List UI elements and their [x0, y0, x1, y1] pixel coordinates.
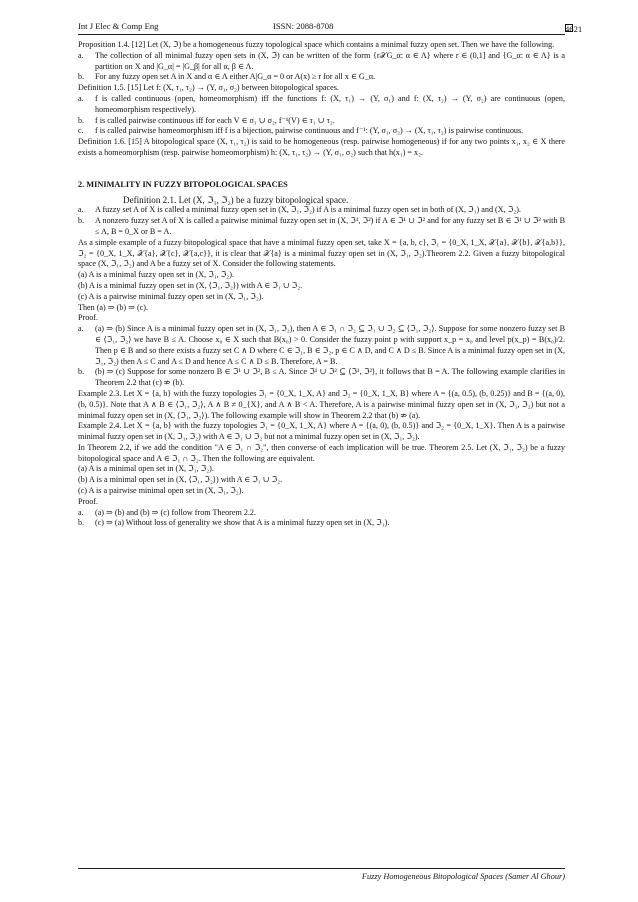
- list-item-text: A nonzero fuzzy set A of X is called a pairwise minimal fuzzy open set in (X, ℑ¹, ℑ²) if A ∈ ℑ¹ ∪ ℑ² and for any fuzzy set B ∈ ℑ¹ ∪ ℑ² with B ≤ A, B = 0_X or B = A.: [95, 216, 565, 236]
- paragraph: (b) A is a minimal fuzzy open set in (X, ⟨ℑ₁, ℑ₂⟩) with A ∈ ℑ₁ ∪ ℑ₂.: [78, 280, 303, 290]
- definition-heading: Definition 2.1. Let (X, ℑ₁, ℑ₂) be a fuzzy bitopological space.: [123, 194, 349, 205]
- list-item-label: c.: [78, 126, 84, 136]
- paragraph: (a) A is a minimal open set in (X, ℑ₁, ℑ₂).: [78, 464, 214, 474]
- list-item-label: a.: [78, 507, 84, 517]
- paragraph: In Theorem 2.2, if we add the condition "A ∈ ℑ₁ ∩ ℑ₂", then converse of each implication will be true. Theorem 2.5. Let (X, ℑ₁, ℑ₂) be a fuzzy bitopological space and A ∈ ℑ₁ ∩ ℑ₂. Then the following are equivalent.: [78, 442, 565, 463]
- list-item-label: b.: [78, 72, 85, 82]
- paragraph: Example 2.3. Let X = {a, b} with the fuzzy topologies ℑ₁ = {0_X, 1_X, A} and ℑ₂ = {0_X, 1_X, B} where A = {(a, 0.5), (b, 0.25)} and B = {(a, 0), (b, 0.5)}. Note that A ∧ B ∈ ⟨ℑ₁, ℑ₂⟩, A ∧ B ≠ 0_{X}, and A ∧ B < A. Therefore, A is a pairwise minimal fuzzy open set in (X, ℑ₁, ℑ₂) but not a minimal fuzzy open set in (X, ⟨ℑ₁, ℑ₂⟩). The following example will show in Theorem 2.2 that (b) ⇏ (a).: [78, 388, 565, 420]
- footer-citation: Fuzzy Homogeneous Bitopological Spaces (Samer Al Ghour): [361, 872, 565, 881]
- list-item-text: (b) ⇒ (c) Suppose for some nonzero B ∈ ℑ¹ ∪ ℑ², B ≤ A. Since ℑ¹ ∪ ℑ² ⊆ ⟨ℑ¹, ℑ²⟩, it follows that B = A. The following example clarifies in Theorem 2.2 that (c) ⇏ (b).: [95, 367, 565, 388]
- paragraph: Example 2.4. Let X = {a, b} with the fuzzy topologies ℑ₁ = {0_X, 1_X, A} where A = {(a, 0), (b, 0.5)} and ℑ₂ = {0_X, 1_X}. Then A is a pairwise minimal fuzzy open set in (X, ℑ₁, ℑ₂) with A ∈ ℑ₁ ∪ ℑ₂ but not a minimal fuzzy open set in (X, ℑ₁, ℑ₂).: [78, 421, 565, 442]
- list-item-text: A fuzzy set A of X is called a minimal fuzzy open set in (X, ℑ₁, ℑ₂) if A is a minimal fuzzy open set in both of (X, ℑ₁) and (X, ℑ₂).: [95, 205, 521, 215]
- list-item: [78, 518, 565, 529]
- paragraph: Definition 1.5. [15] Let f: (X, τ₁, τ₂) → (Y, σ₁, σ₂) between bitopological spaces.: [78, 83, 339, 93]
- list-item: [78, 216, 565, 238]
- paragraph: Proposition 1.4. [12] Let (X, ℑ) be a homogeneous fuzzy topological space which contains a minimal fuzzy open set. Then we have the following.: [78, 40, 555, 49]
- paragraph: Proof.: [78, 313, 99, 323]
- list-item-label: b.: [78, 367, 85, 377]
- list-item-text: f is called continuous (open, homeomorphism) iff the functions f: (X, τ₁) → (Y, σ₁) and f: (X, τ₂) → (Y, σ₂) are continuous (open, homeomorphism respectively).: [95, 93, 565, 114]
- list-item: [78, 324, 565, 367]
- list-item: [78, 126, 565, 137]
- running-footer: [78, 868, 565, 886]
- list-item-text: f is called pairwise homeomorphism iff f is a bijection, pairwise continuous and f⁻¹: (Y, σ₁, σ₂) → (X, τ₁, τ₂) is pairwise continuous.: [95, 126, 524, 136]
- list-item-text: For any fuzzy open set A in X and α ∈ Λ either A|G_α = 0 or A(x) ≥ r for all x ∈ G_α.: [95, 72, 376, 82]
- list-item: [78, 51, 565, 73]
- list-item-label: a.: [78, 50, 84, 60]
- paragraph: (c) A is a pairwise minimal fuzzy open set in (X, ℑ₁, ℑ₂).: [78, 291, 264, 301]
- list-item-text: (a) ⇒ (b) Since A is a minimal fuzzy open set in (X, ℑ₁, ℑ₂), then A ∈ ℑ₁ ∩ ℑ₂ ⊆ ℑ₁ ∪ ℑ₂ ⊆ ⟨ℑ₁, ℑ₂⟩. Suppose for some nonzero fuzzy set B ∈ ⟨ℑ₁, ℑ₂⟩ we have B ≤ A. Choose x₀ ∈ X such that B(x₀) > 0. Consider the fuzzy point p with support x_p = x₀ and level p(x_p) = B(x₀)/2. Then p ∈ B and so there exists a fuzzy set C ∧ D where C ∈ ℑ₁, B ∈ ℑ₂, p ∈ C ∧ D, and C ∧ D ≤ B. Since A is a minimal fuzzy open set in (X, ℑ₁, ℑ₂) then A ≤ C and A ≤ D and hence A ≤ C ∧ D ≤ B. Therefore, A = B.: [95, 324, 565, 366]
- list-item-label: a.: [78, 324, 84, 334]
- list-item-label: a.: [78, 93, 84, 103]
- list-item-text: The collection of all minimal fuzzy open sets in (X, ℑ) can be written of the form {r𝒳G_α: α ∈ Λ} where r ∈ (0,1] and {G_α: α ∈ Λ} is a partition on X and |G_α| = |G_β| for all α, β ∈ Λ.: [95, 50, 565, 71]
- paragraph: Then (a) ⇒ (b) ⇒ (c).: [78, 302, 149, 312]
- list-item-text: (c) ⇒ (a) Without loss of generality we show that A is a minimal fuzzy open set in (X, ℑ₁).: [95, 518, 390, 528]
- list-item: [78, 508, 565, 519]
- page-number: 4621: [565, 24, 583, 34]
- list-item: [78, 367, 565, 389]
- paper-body: [78, 40, 565, 529]
- list-item-label: b.: [78, 115, 85, 125]
- list-item-label: a.: [78, 205, 84, 215]
- list-item-text: f is called pairwise continuous iff for each V ∈ σ₁ ∪ σ₂, f⁻¹(V) ∈ τ₁ ∪ τ₂.: [95, 115, 335, 125]
- paragraph: Definition 1.6. [15] A bitopological space (X, τ₁, τ₂) is said to be homogeneous (resp. pairwise homogeneous) if for any two points x₁, x₂ ∈ X there exists a homeomorphism (resp. pairwise homeomorphism) h: (X, τ₁, τ₂) → (Y, σ₁, σ₂) such that h(x₁) = x₂.: [78, 137, 565, 157]
- section-heading: 2. MINIMALITY IN FUZZY BITOPOLOGICAL SPACES: [78, 179, 288, 189]
- paragraph: (b) A is a minimal open set in (X, ⟨ℑ₁, ℑ₂⟩) with A ∈ ℑ₁ ∪ ℑ₂.: [78, 475, 283, 485]
- paragraph: As a simple example of a fuzzy bitopological space that have a minimal fuzzy open set, take X = {a, b, c}, ℑ₁ = {0_X, 1_X, 𝒳{a}, 𝒳{b}, 𝒳{a,b}}, ℑ₂ = {0_X, 1_X, 𝒳{a}, 𝒳{c}, 𝒳{a,c}}, it is clear that 𝒳{a} is a minimal fuzzy open set in (X, ℑ₁, ℑ₂).Theorem 2.2. Given a fuzzy bitopological space (X, ℑ₁, ℑ₂) and A be a fuzzy set of X. Consider the following statements.: [78, 237, 565, 269]
- issn: ISSN: 2088-8708: [273, 21, 334, 31]
- paragraph: Proof.: [78, 496, 99, 506]
- list-item: [78, 72, 565, 83]
- list-item-label: b.: [78, 216, 85, 226]
- list-item: [78, 116, 565, 127]
- paragraph: (c) A is a pairwise minimal open set in (X, ℑ₁, ℑ₂).: [78, 486, 244, 496]
- list-item-label: b.: [78, 518, 85, 528]
- list-item: [78, 205, 565, 216]
- list-item-text: (a) ⇒ (b) and (b) ⇒ (c) follow from Theorem 2.2.: [95, 507, 257, 517]
- running-header: [78, 18, 583, 35]
- list-item: [78, 94, 565, 116]
- paragraph: (a) A is a minimal fuzzy open set in (X, ℑ₁, ℑ₂).: [78, 270, 234, 280]
- journal-name: Int J Elec & Comp Eng: [78, 21, 159, 31]
